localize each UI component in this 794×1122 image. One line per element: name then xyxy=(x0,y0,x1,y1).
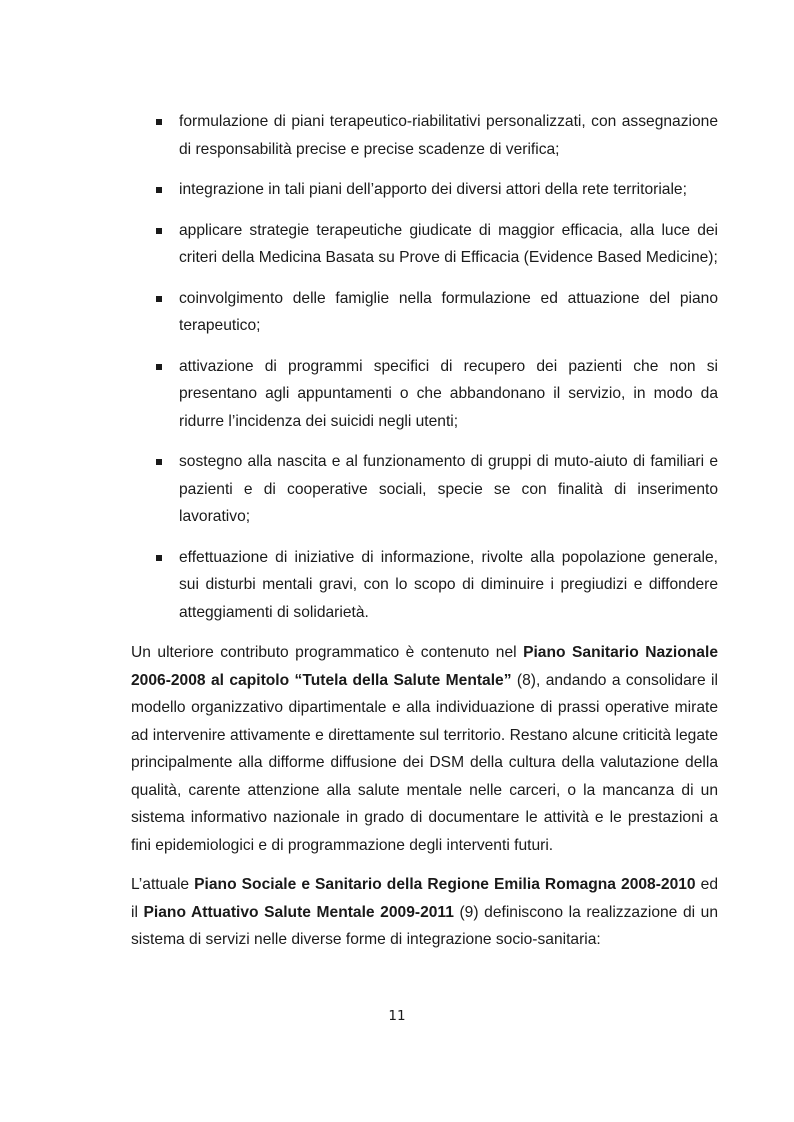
square-bullet-icon xyxy=(156,459,162,465)
paragraph-intro: Un ulteriore contributo programmatico è contenuto nel xyxy=(131,644,524,661)
paragraph-intro: L’attuale xyxy=(131,876,195,893)
bullet-list xyxy=(131,108,718,626)
page-body xyxy=(131,108,718,966)
list-item-text: effettuazione di iniziative di informazione, rivolte alla popolazione generale, sui disturbi mentali gravi, con lo scopo di diminuire i pregiudizi e diffondere atteggiamenti di solidarietà. xyxy=(179,548,718,621)
list-item xyxy=(131,544,718,627)
square-bullet-icon xyxy=(156,296,162,302)
list-item xyxy=(131,448,718,531)
square-bullet-icon xyxy=(156,555,162,561)
list-item xyxy=(131,217,718,272)
list-item-text: sostegno alla nascita e al funzionamento di gruppi di muto-aiuto di familiari e pazienti e di cooperative sociali, specie se con finalità di inserimento lavorativo; xyxy=(179,453,718,525)
paragraph-bold-title: Piano Sociale e Sanitario della Regione Emilia Romagna 2008-2010 xyxy=(194,876,696,893)
list-item-text: coinvolgimento delle famiglie nella formulazione ed attuazione del piano terapeutico; xyxy=(179,289,718,334)
square-bullet-icon xyxy=(156,228,162,234)
square-bullet-icon xyxy=(156,187,162,193)
list-item xyxy=(131,176,718,204)
paragraph-rest: (8), andando a consolidare il modello organizzativo dipartimentale e alla individuazione di prassi operative mirate ad intervenire attivamente e direttamente sul territorio. Restano alcune criticità legate principalmente alla difforme diffusione dei DSM della cultura della valutazione della qualità, carente attenzione alla salute mentale nelle carceri, o la mancanza di un sistema informativo nazionale in grado di documentare le attività e le prestazioni a fini epidemiologici e di programmazione degli interventi futuri. xyxy=(131,671,718,854)
list-item xyxy=(131,353,718,436)
list-item-text: integrazione in tali piani dell’apporto dei diversi attori della rete territoriale; xyxy=(179,181,687,198)
paragraph-bold-title: Piano Attuativo Salute Mentale 2009-2011 xyxy=(143,903,454,921)
list-item-text: formulazione di piani terapeutico-riabilitativi personalizzati, con assegnazione di responsabilità precise e precise scadenze di verifica; xyxy=(179,113,718,158)
paragraph-connector: ed il xyxy=(131,876,719,921)
square-bullet-icon xyxy=(156,364,162,370)
list-item xyxy=(131,108,718,163)
paragraph-rest: (9) definiscono la realizzazione di un sistema di servizi nelle diverse forme di integrazione socio-sanitaria: xyxy=(131,903,719,948)
list-item xyxy=(131,285,718,340)
paragraph-emilia-romagna xyxy=(131,871,718,954)
list-item-text: applicare strategie terapeutiche giudicate di maggior efficacia, alla luce dei criteri della Medicina Basata su Prove di Efficacia (Evidence Based Medicine); xyxy=(179,221,718,266)
page-number: 11 xyxy=(388,1008,406,1024)
paragraph-bold-title: Piano Sanitario Nazionale 2006-2008 al capitolo “Tutela della Salute Mentale” xyxy=(131,644,718,689)
square-bullet-icon xyxy=(156,119,162,125)
paragraph-psn xyxy=(131,639,718,859)
list-item-text: attivazione di programmi specifici di recupero dei pazienti che non si presentano agli appuntamenti o che abbandonano il servizio, in modo da ridurre l’incidenza dei suicidi negli utenti; xyxy=(179,357,718,430)
